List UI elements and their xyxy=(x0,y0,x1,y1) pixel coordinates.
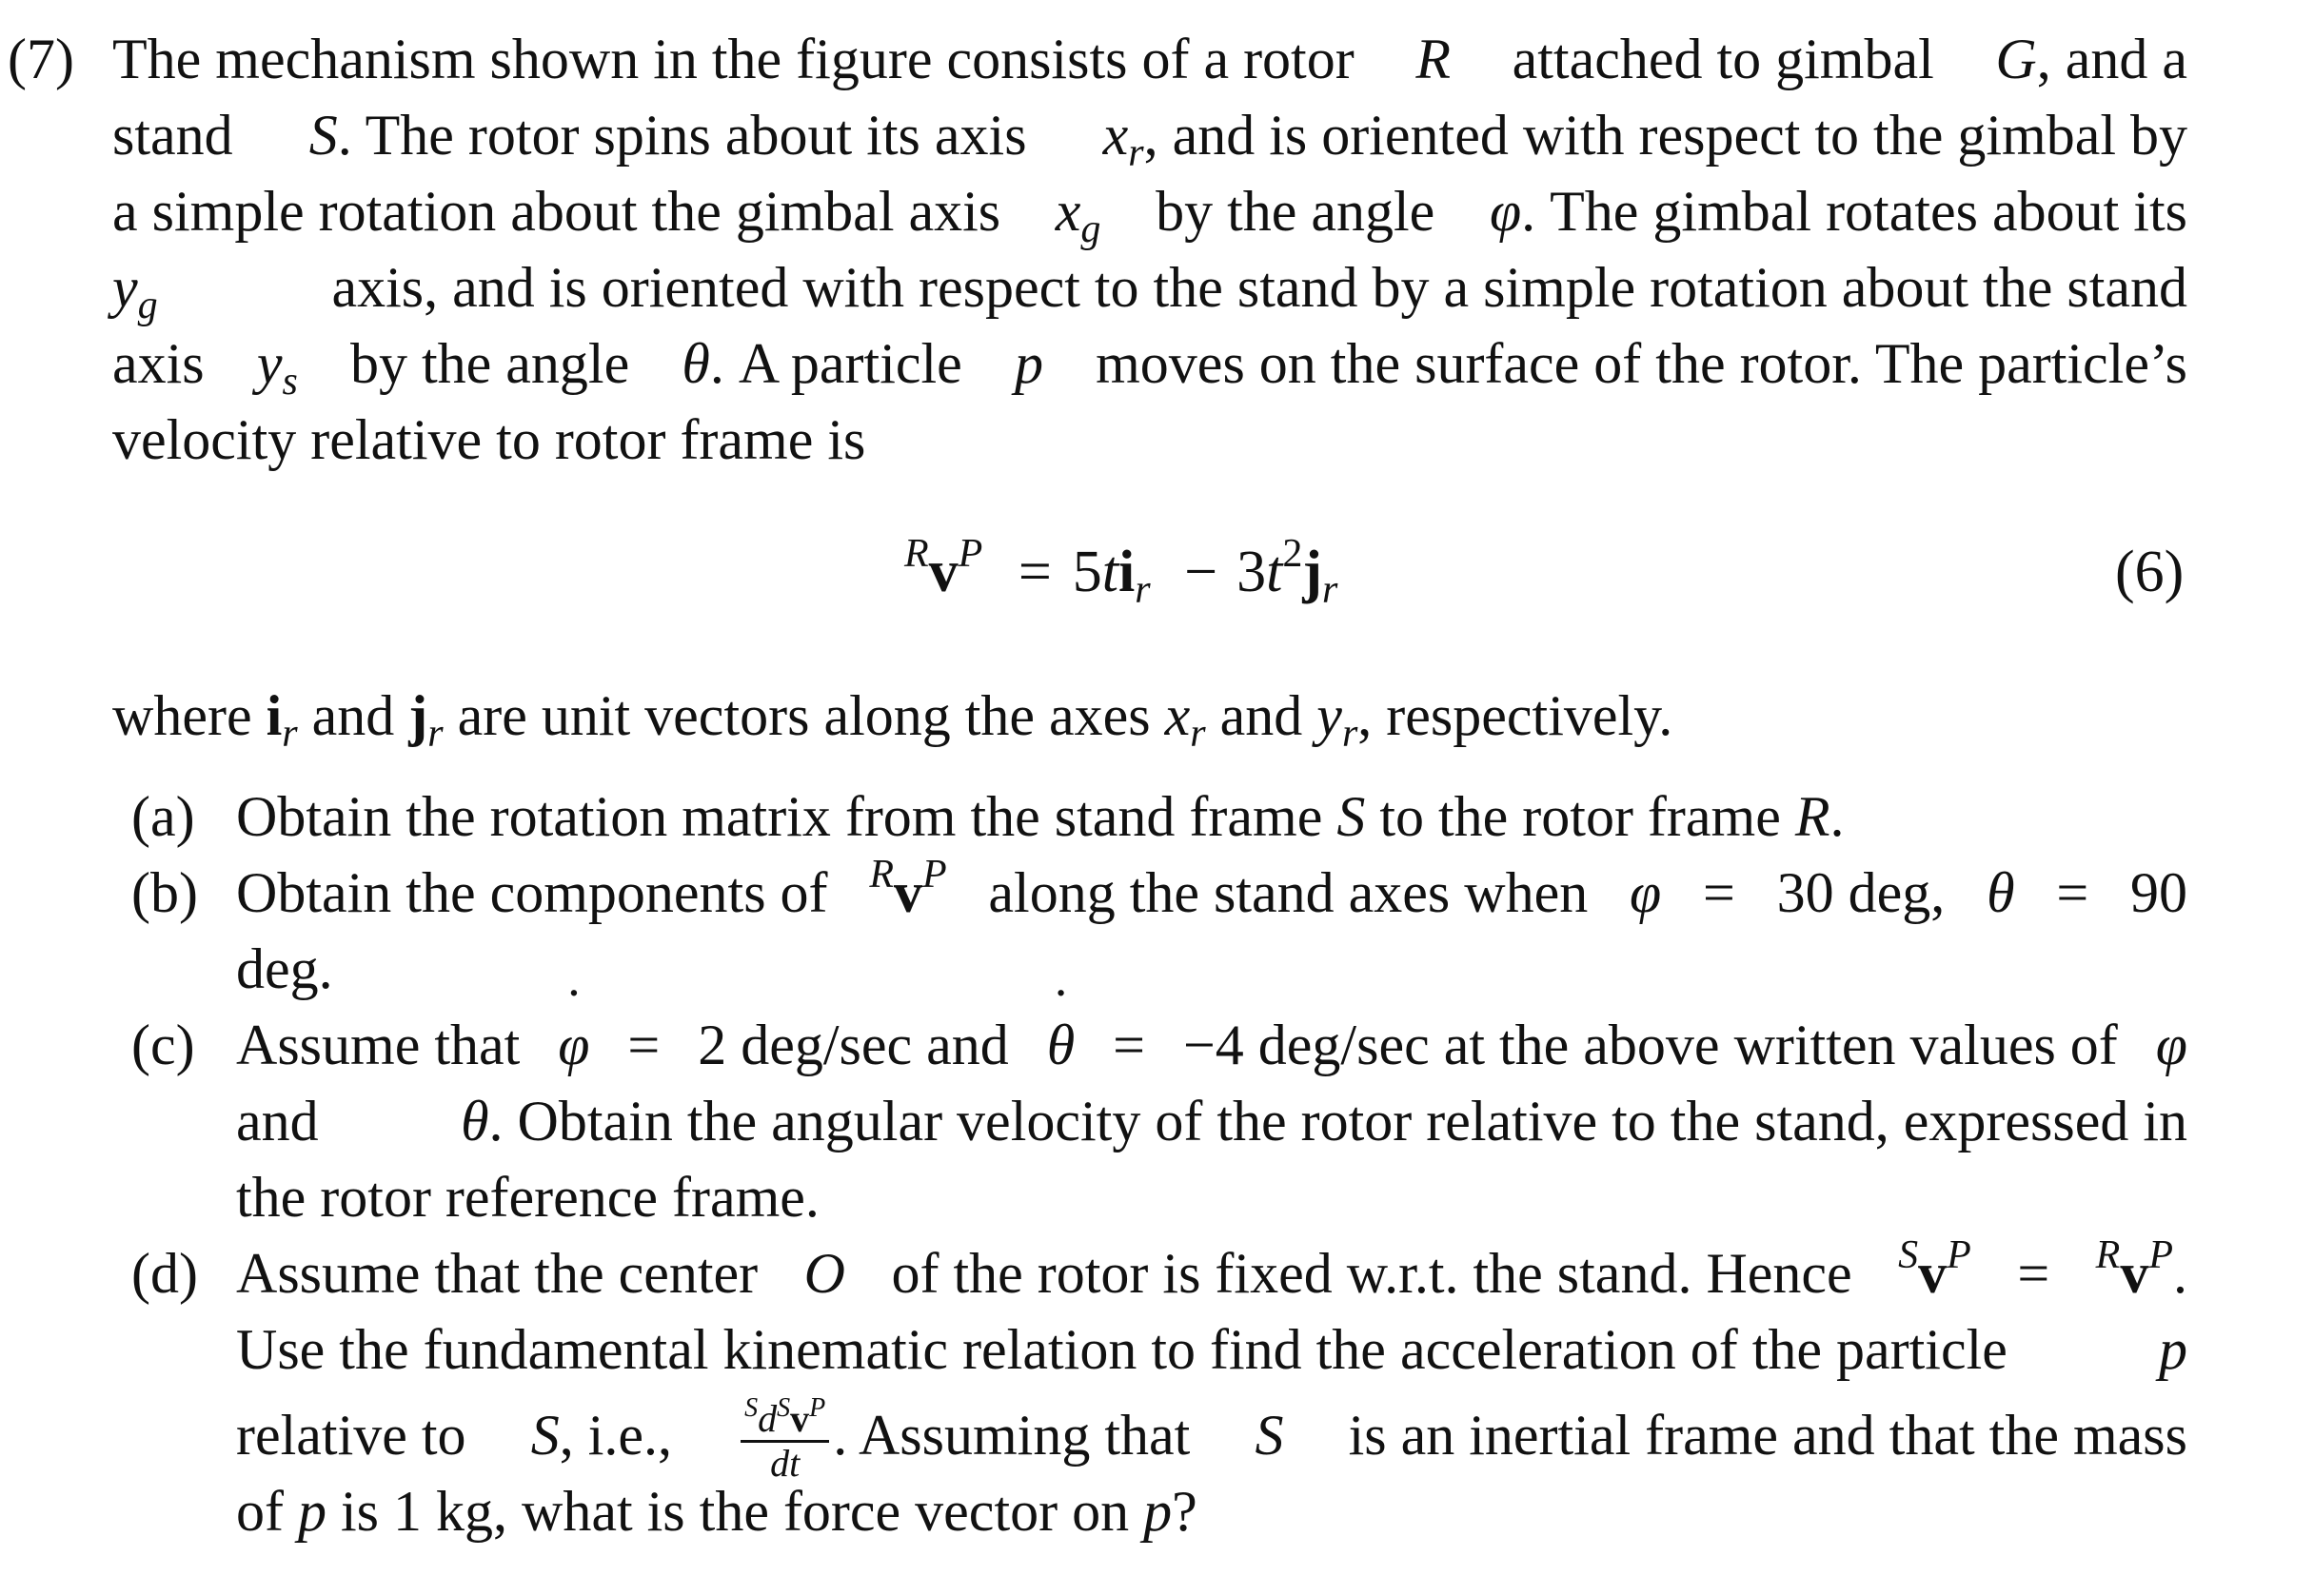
item-b-label: (b) xyxy=(131,861,198,924)
item-c-line-3: the rotor reference frame. xyxy=(236,1166,820,1229)
item-c-line-1: Assume that ˙ φ = 2 deg/sec and ˙ θ = −4 deg/sec at the above written values of φ xyxy=(236,1007,2187,1083)
item-d-label: (d) xyxy=(131,1242,198,1305)
item-b-line-2: deg. xyxy=(236,937,333,1000)
equation-number: (6) xyxy=(2115,540,2185,604)
problem-line-2: stand S. The rotor spins about its axis $x_r$, and is oriented with respect to the gimbal by xyxy=(112,104,2187,175)
problem-line-4: $y_g$ axis, and is oriented with respect to the stand by a simple rotation about the stand xyxy=(112,256,2187,327)
item-c-label: (c) xyxy=(131,1014,195,1076)
problem-line-6: velocity relative to rotor frame is xyxy=(112,408,866,471)
item-a-text: Obtain the rotation matrix from the stand frame S to the rotor frame R. xyxy=(236,785,1845,848)
derivative-fraction: $\frac{^Sd^Sv^P}{dt}$ xyxy=(741,1400,829,1483)
where-line: where $i_r$ and $j_r$ are unit vectors along the axes $x_r$ and $y_r$, respectively. xyxy=(112,684,1673,756)
item-b-line-1: Obtain the components of $^Rv^P$ along the stand axes when φ = 30 deg, θ = 90 xyxy=(236,853,2187,924)
problem-line-3: a simple rotation about the gimbal axis $x_g$ by the angle φ. The gimbal rotates about its xyxy=(112,180,2187,251)
problem-number: (7) xyxy=(8,28,74,90)
item-c-line-2: and θ. Obtain the angular velocity of the rotor relative to the stand, expressed in xyxy=(236,1090,2187,1153)
item-d-line-1: Assume that the center O of the rotor is fixed w.r.t. the stand. Hence $^Sv^P$ = $^Rv^P$. xyxy=(236,1233,2187,1305)
item-d-line-3: relative to S, i.e., $\frac{^Sd^Sv^P}{dt}$ . Assuming that S is an inertial frame and that the mass xyxy=(236,1392,2187,1485)
problem-line-1: The mechanism shown in the figure consists of a rotor R attached to gimbal G, and a xyxy=(112,28,2187,90)
equation-velocity: $^Rv^P = 5ti_r - 3t^2j_r$ xyxy=(904,532,1338,612)
item-a-label: (a) xyxy=(131,785,195,848)
problem-line-5: axis $y_s$ by the angle θ. A particle p moves on the surface of the rotor. The particle’s xyxy=(112,332,2187,404)
item-d-line-4: of p is 1 kg, what is the force vector on p? xyxy=(236,1480,1197,1543)
item-d-line-2: Use the fundamental kinematic relation to find the acceleration of the particle p xyxy=(236,1318,2187,1381)
